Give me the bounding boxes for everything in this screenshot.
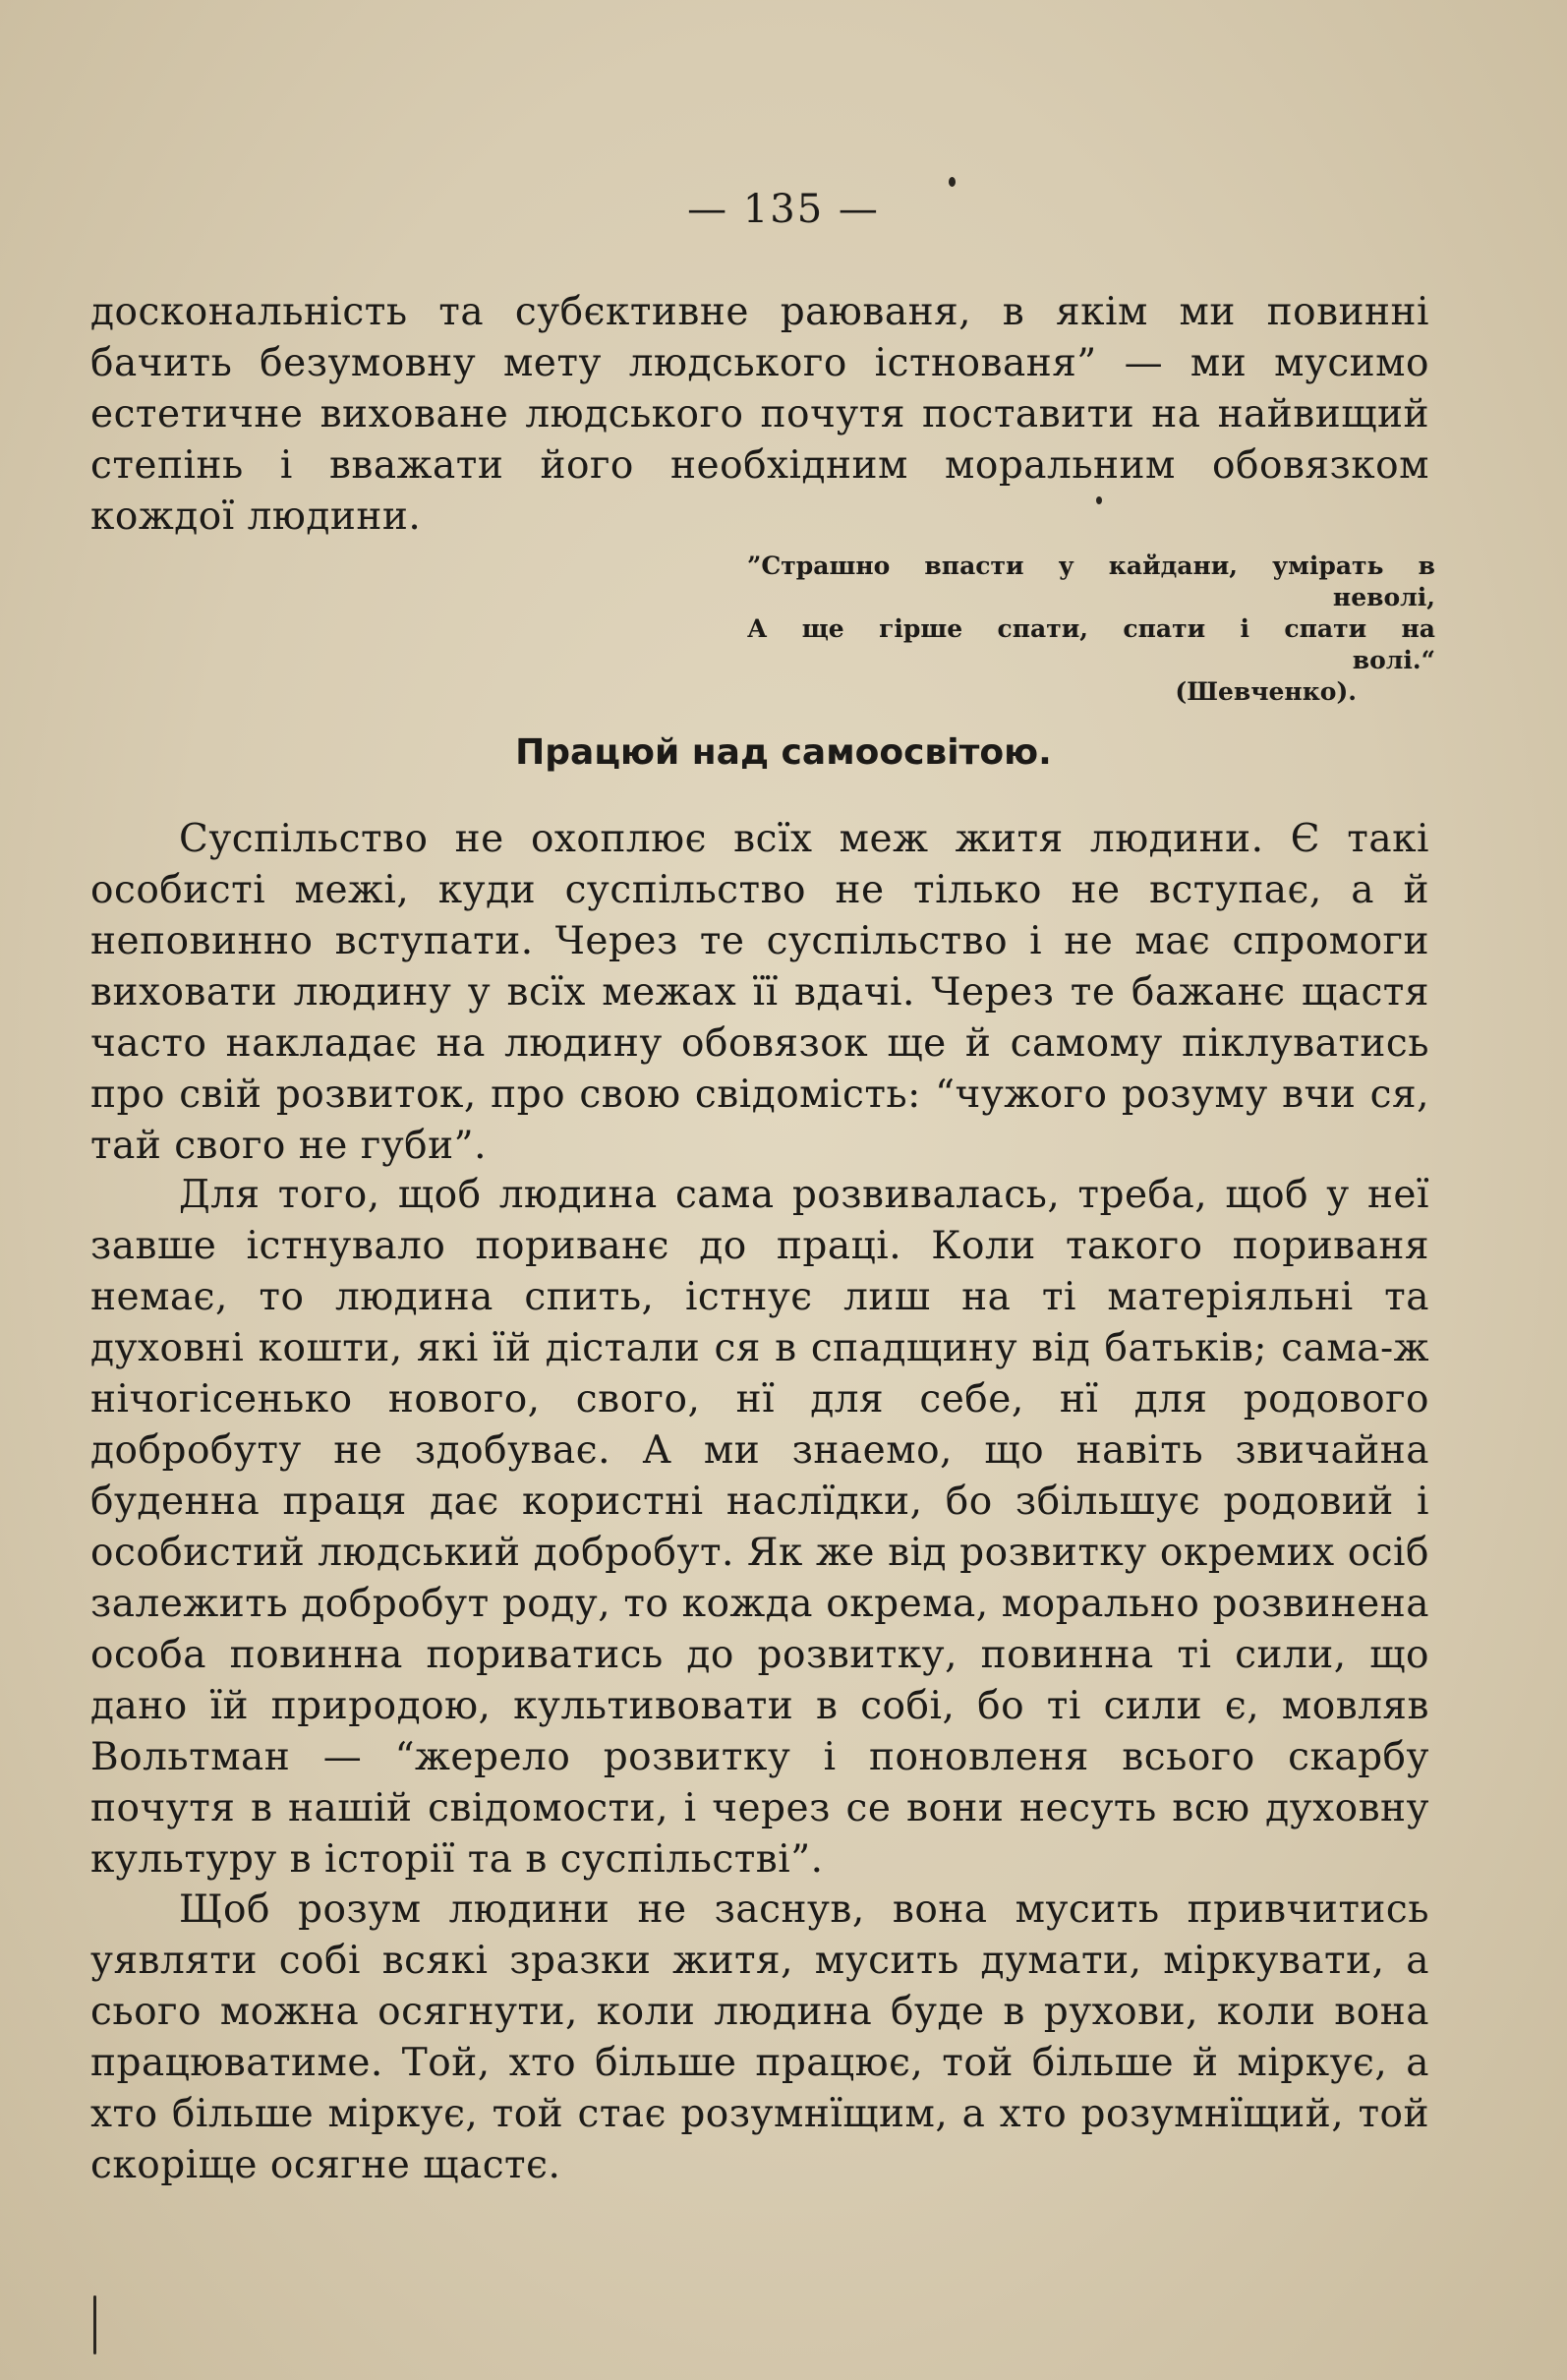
paragraph-1: Суспільство не охоплює всїх меж житя людини. Є такі особисті межі, куди суспільство не тілько не вступає, а й неповинно вступати. Через те суспільство і не має спромоги виховати людину у всїх межах її вдачі. Через те бажанє щастя часто накладає на людину обовязок ще й самому піклуватись про свій розвиток, про свою свідомість: “чужого розуму вчи ся, тай свого не губи”. xyxy=(90,817,1429,1168)
paragraph-3: Щоб розум людини не заснув, вона мусить привчитись уявляти собі всякі зразки житя, мусить думати, міркувати, а сього можна осягнути, коли людина буде в рухови, коли вона працюватиме. Той, хто більше працює, той більше й міркує, а хто більше міркує, той стає розумнїщим, а хто розумнїщий, той скоріще осягне щастє. xyxy=(90,1887,1429,2187)
section-heading: Працюй над самоосвітою. xyxy=(515,732,1052,773)
ink-speck xyxy=(1096,496,1102,504)
epigraph-line-1-cont: неволі, xyxy=(1332,583,1435,611)
ink-speck xyxy=(93,2295,96,2354)
epigraph xyxy=(747,551,1435,708)
epigraph-line-1: ”Страшно впасти у кайдани, умірать в xyxy=(747,551,1435,580)
intro-paragraph: доскональність та субєктивне раюваня, в якім ми повинні бачить безумовну мету людського істнованя” — ми мусимо естетичне виховане людського почутя поставити на найвищий степінь і вважати його необхідним моральним обовязком кождої людини. xyxy=(90,290,1429,539)
page-number: — 135 — xyxy=(687,187,880,232)
paragraph-2: Для того, щоб людина сама розвивалась, треба, щоб у неї завше істнувало пориванє до праці. Коли такого пориваня немає, то людина спить, істнує лиш на ті матеріяльні та духовні кошти, які їй дістали ся в спадщину від батьків; сама-ж нічогісенько нового, свого, нї для себе, нї для родового добробуту не здобуває. А ми знаемо, що навіть звичайна буденна праця дає користні наслїдки, бо збільшує родовий і особистий людський добробут. Як же від розвитку окремих осіб залежить добробут роду, то кожда окрема, морально розвинена особа повинна пориватись до розвитку, повинна ті сили, що дано їй природою, культивовати в собі, бо ті сили є, мовляв Вольтман — “жерело розвитку і поновленя всього скарбу почутя в нашій свідомости, і через се вони несуть всю духовну культуру в історії та в суспільстві”. xyxy=(90,1173,1429,1882)
ink-speck xyxy=(949,177,956,187)
epigraph-line-2-cont: волі.“ xyxy=(1352,646,1435,674)
epigraph-line-2: А ще гірше спати, спати і спати на xyxy=(747,614,1435,643)
epigraph-author: (Шевченко). xyxy=(1175,677,1357,706)
